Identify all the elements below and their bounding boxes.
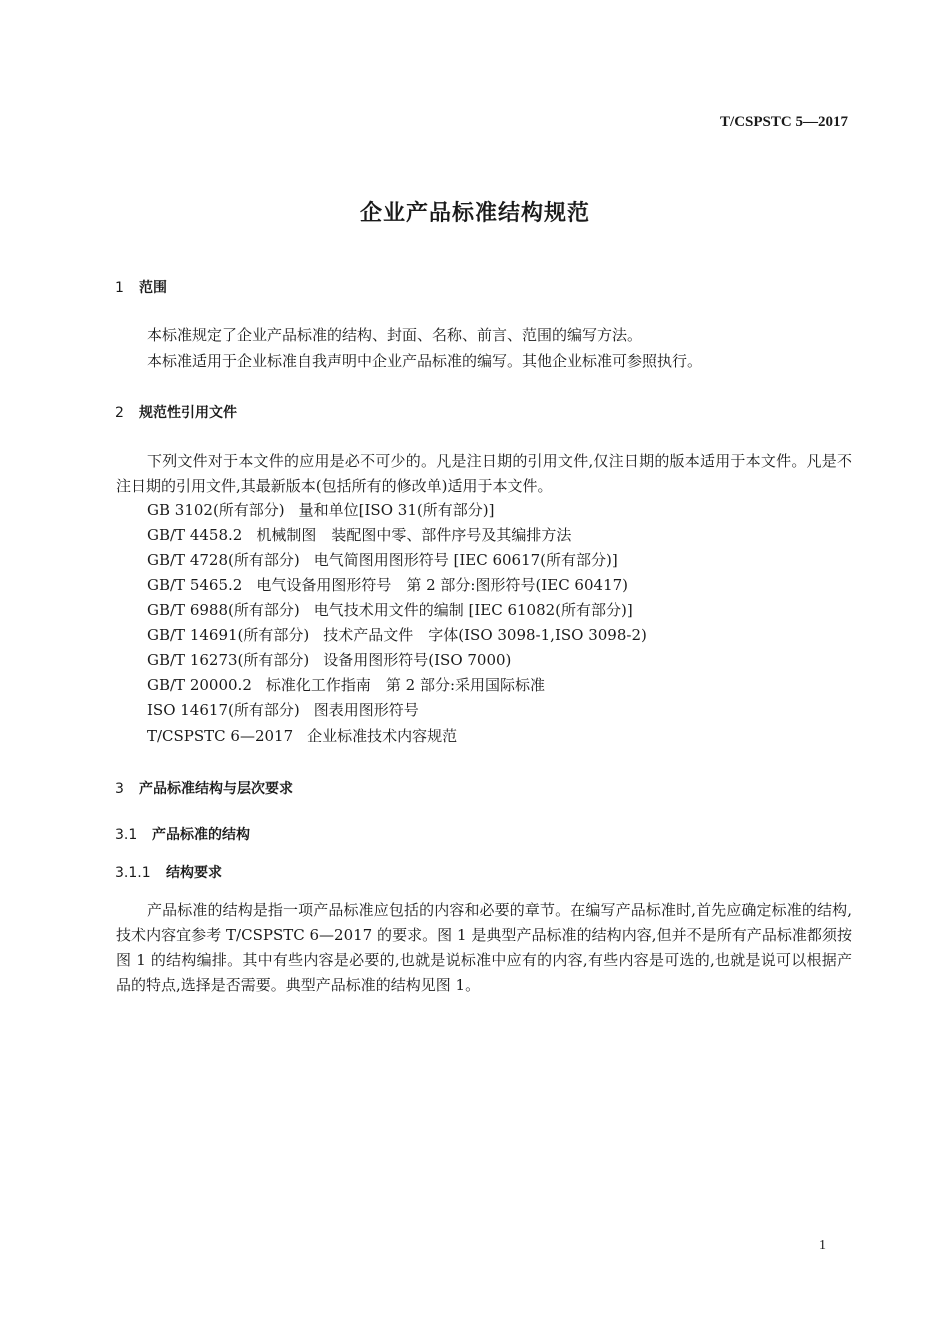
section-title: 产品标准结构与层次要求 xyxy=(139,781,293,797)
reference-code: GB/T 14691(所有部分) xyxy=(147,626,310,644)
structure-requirements-paragraph: 产品标准的结构是指一项产品标准应包括的内容和必要的章节。在编写产品标准时,首先应确定标准的结构,技术内容宜参考 T/CSPSTC 6—2017 的要求。图 1 是典型产品标准的结构内容,但并不是所有产品标准都须按图 1 的结构编排。其中有些内容是必要的,也就是说标准中应有的内容,有些内容是可选的,也就是说可以根据产品的特点,选择是否需要。典型产品标准的结构见图 1。 xyxy=(116,901,852,994)
section-title: 产品标准的结构 xyxy=(152,827,250,843)
reference-item xyxy=(147,624,647,645)
reference-name: 电气设备用图形符号 第 2 部分:图形符号(IEC 60417) xyxy=(256,576,629,594)
references-intro-paragraph: 下列文件对于本文件的应用是必不可少的。凡是注日期的引用文件,仅注日期的版本适用于本文件。凡是不注日期的引用文件,其最新版本(包括所有的修改单)适用于本文件。 xyxy=(116,452,852,495)
document-title: 企业产品标准结构规范 xyxy=(359,201,590,226)
reference-item xyxy=(147,699,419,720)
reference-name: 电气技术用文件的编制 [IEC 61082(所有部分)] xyxy=(313,601,633,619)
subsection-3-1-1-heading xyxy=(115,862,222,882)
reference-item xyxy=(147,574,628,595)
reference-name: 图表用图形符号 xyxy=(313,701,419,719)
section-title: 规范性引用文件 xyxy=(139,405,237,421)
page-number: 1 xyxy=(819,1238,826,1253)
section-1-heading xyxy=(115,277,167,297)
section-3-heading xyxy=(115,778,293,798)
reference-item xyxy=(147,599,633,620)
reference-code: GB/T 6988(所有部分) xyxy=(147,601,300,619)
reference-code: GB/T 16273(所有部分) xyxy=(147,651,310,669)
standard-number: T/CSPSTC 5—2017 xyxy=(720,114,848,130)
reference-item xyxy=(147,499,494,520)
reference-code: GB/T 5465.2 xyxy=(147,576,243,594)
reference-code: GB 3102(所有部分) xyxy=(147,501,285,519)
reference-item xyxy=(147,725,457,746)
reference-name: 量和单位[ISO 31(所有部分)] xyxy=(298,501,495,519)
section-title: 范围 xyxy=(139,280,167,296)
reference-code: ISO 14617(所有部分) xyxy=(147,701,300,719)
paragraph-line: 本标准规定了企业产品标准的结构、封面、名称、前言、范围的编写方法。 xyxy=(147,326,643,344)
subsection-3-1-heading xyxy=(115,824,250,844)
paragraph-line: 本标准适用于企业标准自我声明中企业产品标准的编写。其他企业标准可参照执行。 xyxy=(147,352,703,370)
reference-item xyxy=(147,524,571,545)
reference-code: GB/T 4728(所有部分) xyxy=(147,551,300,569)
section-number: 2 xyxy=(115,405,124,421)
reference-item xyxy=(147,649,511,670)
reference-code: GB/T 4458.2 xyxy=(147,526,243,544)
reference-code: T/CSPSTC 6—2017 xyxy=(147,727,294,745)
reference-name: 机械制图 装配图中零、部件序号及其编排方法 xyxy=(256,526,572,544)
reference-name: 电气简图用图形符号 [IEC 60617(所有部分)] xyxy=(313,551,618,569)
section-2-heading xyxy=(115,402,237,422)
reference-name: 企业标准技术内容规范 xyxy=(307,727,458,745)
reference-code: GB/T 20000.2 xyxy=(147,676,252,694)
reference-name: 技术产品文件 字体(ISO 3098-1,ISO 3098-2) xyxy=(323,626,647,644)
reference-item xyxy=(147,549,618,570)
section-number: 3.1.1 xyxy=(115,865,151,881)
reference-item xyxy=(147,674,545,695)
reference-name: 标准化工作指南 第 2 部分:采用国际标准 xyxy=(265,676,546,694)
section-number: 3.1 xyxy=(115,827,138,843)
reference-name: 设备用图形符号(ISO 7000) xyxy=(323,651,512,669)
section-number: 1 xyxy=(115,280,124,296)
section-number: 3 xyxy=(115,781,124,797)
section-title: 结构要求 xyxy=(166,865,222,881)
